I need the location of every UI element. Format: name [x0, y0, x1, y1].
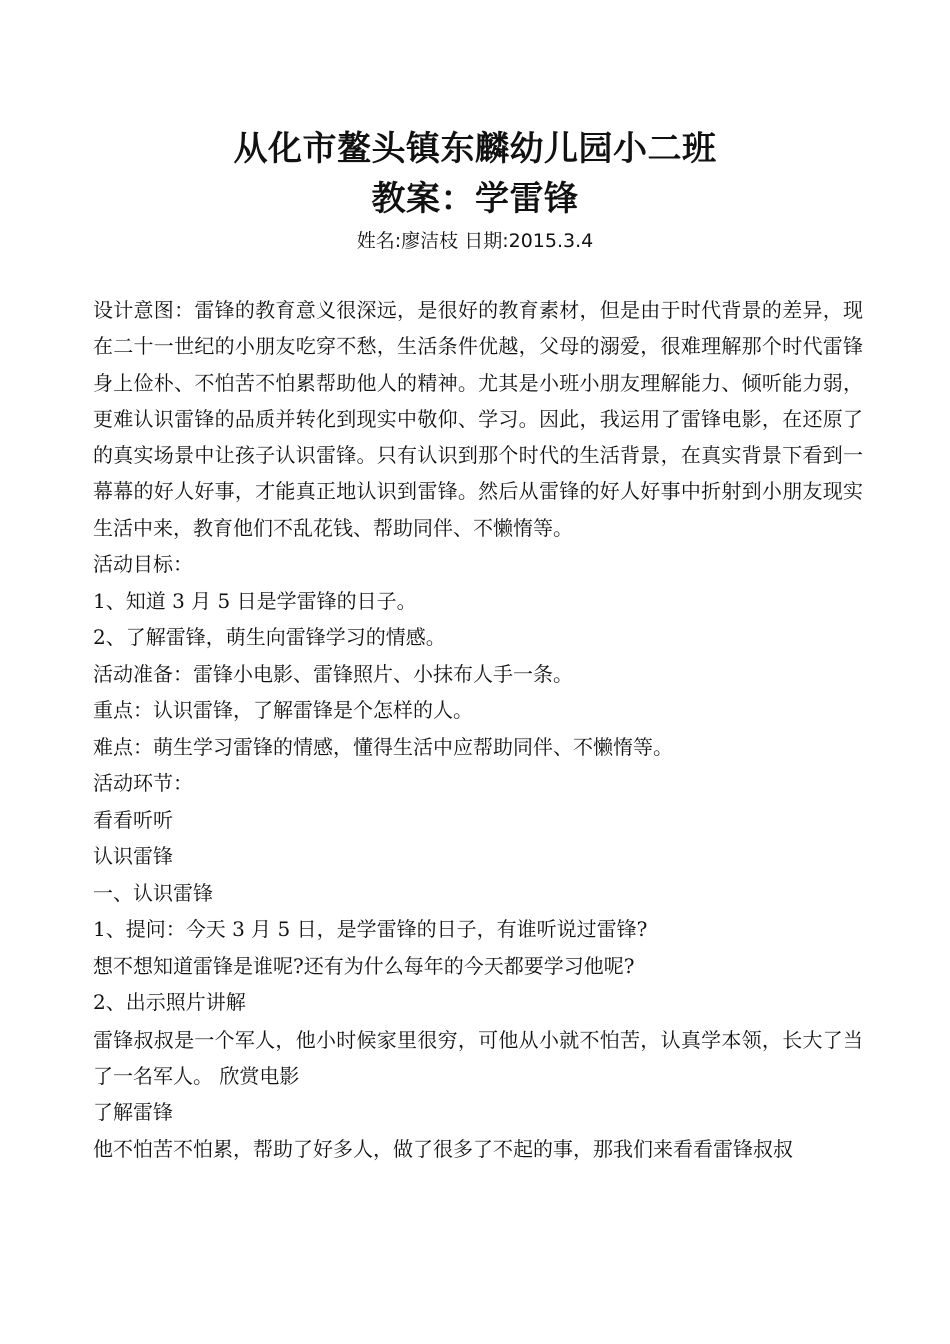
document-subtitle: 教案：学雷锋 — [371, 179, 579, 219]
question-followup-line: 想不想知道雷锋是谁呢?还有为什么每年的今天都要学习他呢? — [93, 953, 635, 978]
section-heading-steps: 活动环节： — [93, 771, 193, 796]
question-line: 1、提问：今天 3 月 5 日，是学雷锋的日子，有谁听说过雷锋? — [93, 917, 648, 942]
goal-item-1: 1、知道 3 月 5 日是学雷锋的日子。 — [93, 588, 417, 613]
step-watch-listen: 看看听听 — [93, 807, 173, 832]
explain-paragraph: 雷锋叔叔是一个军人，他小时候家里很穷，可他从小就不怕苦，认真学本领，长大了当了一名军人。 欣赏电影 — [93, 1027, 863, 1088]
goal-item-2: 2、了解雷锋，萌生向雷锋学习的情感。 — [93, 625, 446, 650]
understand-leifeng-line: 了解雷锋 — [93, 1100, 173, 1125]
document-body — [93, 292, 863, 1167]
difficulty-line: 难点：萌生学习雷锋的情感，懂得生活中应帮助同伴、不懒惰等。 — [93, 734, 673, 759]
closing-line: 他不怕苦不怕累，帮助了好多人，做了很多了不起的事，那我们来看看雷锋叔叔 — [93, 1136, 793, 1161]
section-heading-goals: 活动目标： — [93, 552, 193, 577]
design-intent-paragraph: 设计意图：雷锋的教育意义很深远，是很好的教育素材，但是由于时代背景的差异，现在二十一世纪的小朋友吃穿不愁，生活条件优越，父母的溺爱，很难理解那个时代雷锋身上俭朴、不怕苦不怕累帮助他人的精神。尤其是小班小朋友理解能力、倾听能力弱，更难认识雷锋的品质并转化到现实中敬仰、学习。因此，我运用了雷锋电影，在还原了的真实场景中让孩子认识雷锋。只有认识到那个时代的生活背景，在真实背景下看到一幕幕的好人好事，才能真正地认识到雷锋。然后从雷锋的好人好事中折射到小朋友现实生活中来，教育他们不乱花钱、帮助同伴、不懒惰等。 — [93, 298, 863, 540]
key-point-line: 重点：认识雷锋，了解雷锋是个怎样的人。 — [93, 698, 473, 723]
show-photo-line: 2、出示照片讲解 — [93, 990, 246, 1015]
title-block — [0, 124, 950, 254]
document-title: 从化市鳌头镇东麟幼儿园小二班 — [233, 129, 717, 169]
part-one-heading: 一、认识雷锋 — [93, 880, 213, 905]
preparation-line: 活动准备：雷锋小电影、雷锋照片、小抹布人手一条。 — [93, 661, 573, 686]
step-know-leifeng: 认识雷锋 — [93, 844, 173, 869]
author-date-line: 姓名:廖洁枝 日期:2015.3.4 — [356, 230, 594, 252]
